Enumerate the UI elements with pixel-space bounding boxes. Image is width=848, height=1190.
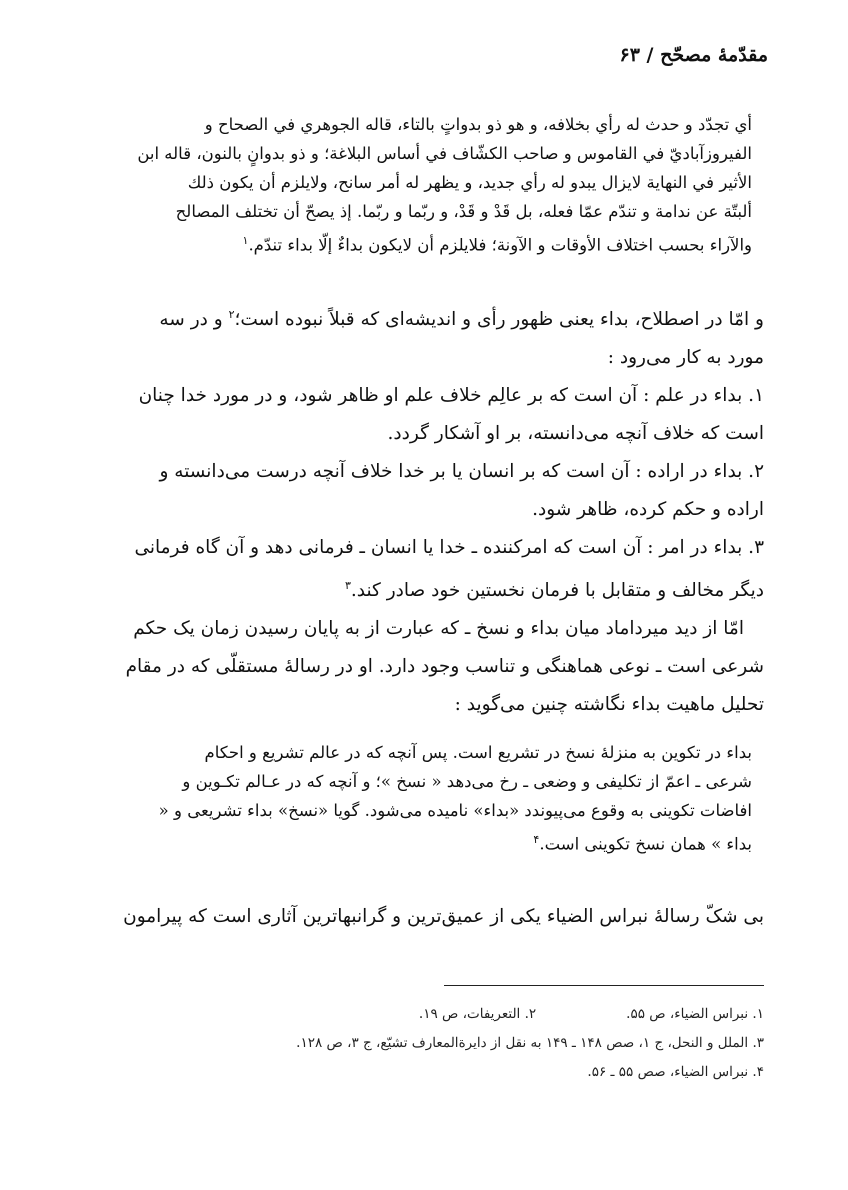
persian-quote-block [102, 738, 752, 859]
footnote-ref: ۱ [242, 234, 249, 247]
paragraph-line: و امّا در اصطلاح، بداء یعنی ظهور رأی و اندیشه‌ای که قبلاً نبوده است؛$^۲$ و در سه [159, 308, 764, 331]
paragraph-line: شرعی است ـ نوعی هماهنگی و تناسب وجود دارد. او در رسالهٔ مستقلّی که در مقام [125, 656, 764, 678]
quote-line: بداء در تکوین به منزلهٔ نسخ در تشریع است. پس آنچه که در عالم تشریع و احکام [204, 743, 752, 762]
quote-line: والآراء بحسب اختلاف الأوقات و الآونة؛ فلايلزم أن لايكون بداءٌ إلّا بداء تندّم.$^۱$ [242, 234, 752, 255]
quote-line: أي تجدّد و حدث له رأي بخلافه، و هو ذو بدواتٍ بالتاء، قاله الجوهري في الصحاح و [204, 115, 752, 134]
arabic-quote-block [102, 110, 752, 260]
quote-line: الأثير في النهاية لايزال يبدو له رأي جديد، و يظهر له أمر سانح، ولايلزم أن يكون ذلك [187, 173, 752, 192]
footnote-ref: ۳ [344, 579, 351, 593]
footnote-row [82, 1000, 764, 1029]
main-text [82, 296, 764, 724]
list-item-line: دیگر مخالف و متقابل با فرمان نخستین خود صادر کند.$^۳$ [344, 579, 764, 602]
paragraph-line: بی شکّ رسالهٔ نبراس الضیاء یکی از عمیق‌ترین و گرانبهاترین آثاری است که پیرامون [123, 906, 764, 927]
list-item-line: ۳. بداء در امر : آن است که امرکننده ـ خدا یا انسان ـ فرمانی دهد و آن گاه فرمانی [134, 537, 764, 559]
footnote-4: ۴. نبراس الضیاء، صص ۵۵ ـ ۵۶. [587, 1064, 764, 1080]
list-item-line: اراده و حکم کرده، ظاهر شود. [532, 499, 764, 521]
footnote-ref: ۲ [228, 308, 235, 321]
list-item-line: ۲. بداء در اراده : آن است که بر انسان یا بر خدا خلاف آنچه درست می‌دانسته و [159, 461, 764, 483]
footnote-divider [444, 985, 764, 986]
footnotes [82, 1000, 764, 1087]
quote-line: بداء » همان نسخ تکوینی است.$^۴$ [533, 833, 752, 854]
quote-line: شرعی ـ اعمّ از تکلیفی و وضعی ـ رخ می‌دهد « نسخ »؛ و آنچه که در عـالم تکـوین و [182, 772, 752, 791]
quote-line: الفيروزآباديّ في القاموس و صاحب الكشّاف في أساس البلاغة؛ و ذو بدوانٍ بالنون، قاله ابن [137, 144, 752, 163]
quote-line: ألبتّة عن ندامة و تندّم عمّا فعله، بل قَدْ و قَدْ، و ربّما و ربّما. إذ يصحّ أن تختلف المصالح [175, 202, 752, 221]
final-paragraph [82, 898, 764, 936]
paragraph-line: مورد به کار می‌رود : [607, 347, 764, 369]
paragraph-line: تحلیل ماهیت بداء نگاشته چنین می‌گوید : [454, 694, 764, 716]
running-header: مقدّمهٔ مصحّح / ۶۳ [619, 44, 768, 66]
quote-line: افاضات تکوینی به وقوع می‌پیوندد «بداء» نامیده می‌شود. گویا «نسخ» بداء تشریعی و « [158, 801, 752, 820]
list-item-line: است که خلاف آنچه می‌دانسته، بر او آشکار گردد. [387, 423, 764, 445]
footnote-1: ۱. نبراس الضیاء، ص ۵۵. [626, 1006, 764, 1022]
footnote-3: ۳. الملل و النحل، ج ۱، صص ۱۴۸ ـ ۱۴۹ به نقل از دایرةالمعارف تشیّع، ج ۳، ص ۱۲۸. [296, 1035, 764, 1051]
footnote-ref: ۴ [533, 833, 540, 846]
footnote-2: ۲. التعریفات، ص ۱۹. [418, 1006, 537, 1022]
paragraph-line: امّا از دید میرداماد میان بداء و نسخ ـ که عبارت از به پایان رسیدن زمان یک حکم [133, 618, 744, 640]
list-item-line: ۱. بداء در علم : آن است که بر عالِم خلاف علم او ظاهر شود، و در مورد خدا چنان [138, 385, 764, 407]
